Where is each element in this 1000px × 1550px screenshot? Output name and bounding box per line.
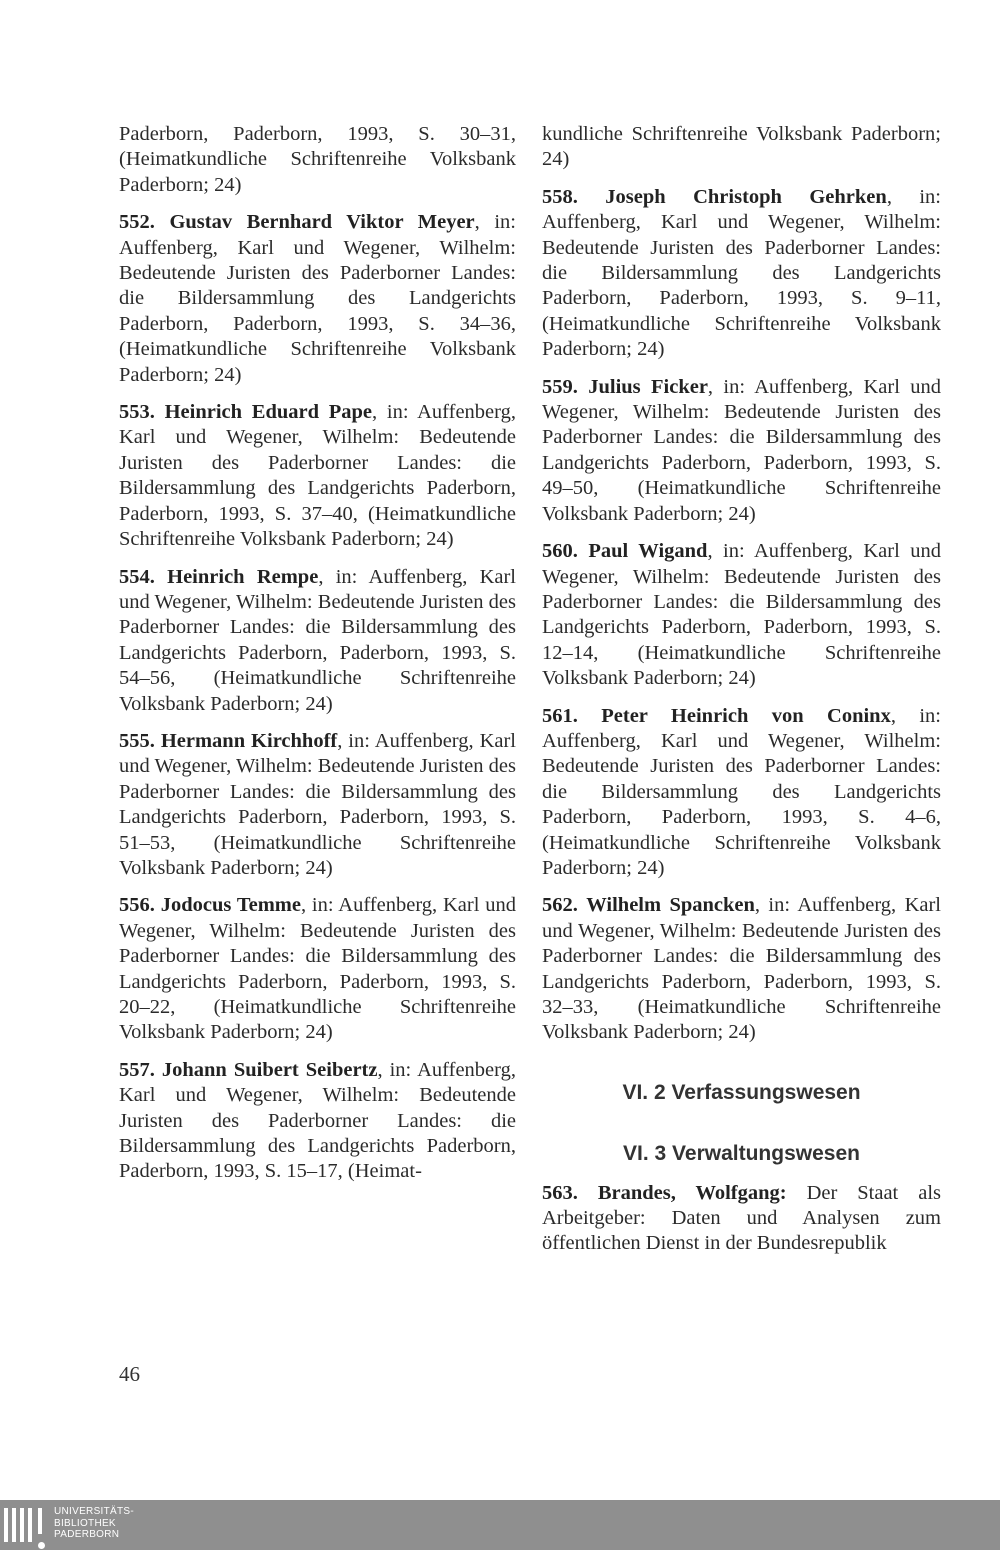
- entry-number: 557.: [119, 1058, 155, 1081]
- bibliography-entry-561: [542, 704, 941, 882]
- entry-text: , in: Auffenberg, Karl und Wegener, Wilhelm: Bedeutende Juristen des Paderborner Landes: die Bildersammlung des Landgerichts Paderborn, Paderborn, 1993, S. 51–53, (Heimatkundliche Schriftenreihe Volksbank Paderborn; 24): [119, 729, 517, 879]
- entry-name: Johann Suibert Seibertz: [161, 1058, 378, 1081]
- section-heading-verwaltungswesen: VI. 3 Verwaltungswesen: [623, 1142, 860, 1166]
- entry-name: Gustav Bernhard Viktor Meyer: [169, 211, 475, 234]
- footer-bar: [0, 1500, 1000, 1550]
- bibliography-entry-557: [119, 1058, 516, 1185]
- bibliography-entry-559: [542, 375, 941, 527]
- continuation-text: kundliche Schriftenreihe Volksbank Paderborn; 24): [542, 123, 941, 171]
- bibliography-entry-558: [542, 185, 941, 363]
- bibliography-entry-555: [119, 729, 516, 881]
- entry-text: , in: Auffenberg, Karl und Wegener, Wilhelm: Bedeutende Juristen des Paderborner Landes: die Bildersammlung des Landgerichts Paderborn, Paderborn, 1993, S. 54–56, (Heimatkundliche Schriftenreihe Volksbank Paderborn; 24): [119, 565, 516, 715]
- left-column: [119, 122, 516, 1197]
- entry-name: Brandes, Wolfgang:: [597, 1181, 787, 1204]
- entry-name: Jodocus Temme: [160, 894, 301, 917]
- entry-number: 563.: [542, 1181, 578, 1204]
- bibliography-entry-556: [119, 893, 516, 1045]
- entry-number: 562.: [542, 894, 578, 917]
- logo-text: [54, 1506, 134, 1541]
- continuation-text: Paderborn, Paderborn, 1993, S. 30–31, (Heimatkundliche Schriftenreihe Volksbank Paderborn; 24): [119, 123, 516, 196]
- entry-number: 552.: [119, 211, 155, 234]
- entry-text: , in: Auffenberg, Karl und Wegener, Wilhelm: Bedeutende Juristen des Paderborner Landes: die Bildersammlung des Landgerichts Paderborn, Paderborn, 1993, S. 49–50, (Heimatkundliche Schriftenreihe Volksbank Paderborn; 24): [542, 375, 941, 525]
- entry-text: , in: Auffenberg, Karl und Wegener, Wilhelm: Bedeutende Juristen des Paderborner Landes: die Bildersammlung des Landgerichts Paderborn, Paderborn, 1993, S. 37–40, (Heimatkundliche Schriftenreihe Volksbank Paderborn; 24): [119, 401, 516, 551]
- entry-number: 560.: [542, 540, 578, 563]
- library-logo: [4, 1504, 154, 1546]
- entry-text: , in: Auffenberg, Karl und Wegener, Wilhelm: Bedeutende Juristen des Paderborner Landes: die Bildersammlung des Landgerichts Paderborn, Paderborn, 1993, S. 9–11, (Heimatkundliche Schriftenreihe Volksbank Paderborn; 24): [542, 185, 941, 361]
- entry-number: 553.: [119, 401, 155, 424]
- entry-name: Joseph Christoph Gehrken: [605, 185, 887, 208]
- right-column: [542, 122, 941, 1269]
- bibliography-entry-554: [119, 565, 516, 717]
- entry-number: 561.: [542, 704, 578, 727]
- entry-text: Der Staat als Arbeitgeber: Daten und Analysen zum öffentlichen Dienst in der Bundesrepublik: [542, 1181, 941, 1255]
- entry-number: 556.: [119, 894, 155, 917]
- entry-text: , in: Auffenberg, Karl und Wegener, Wilhelm: Bedeutende Juristen des Paderborner Landes: die Bildersammlung des Landgerichts Paderborn, Paderborn, 1993, S. 20–22, (Heimatkundliche Schriftenreihe Volksbank Paderborn; 24): [119, 894, 516, 1044]
- entry-name: Heinrich Rempe: [167, 565, 319, 588]
- entry-number: 554.: [119, 565, 155, 588]
- entry-text: , in: Auffenberg, Karl und Wegener, Wilhelm: Bedeutende Juristen des Paderborner Landes: die Bildersammlung des Landgerichts Paderborn, Paderborn, 1993, S. 34–36, (Heimatkundliche Schriftenreihe Volksbank Paderborn; 24): [119, 211, 516, 386]
- entry-number: 559.: [542, 375, 578, 398]
- bibliography-entry-563: [542, 1181, 941, 1257]
- logo-line-1: UNIVERSITÄTS-: [54, 1506, 135, 1517]
- entry-number: 558.: [542, 185, 578, 208]
- entry-text: , in: Auffenberg, Karl und Wegener, Wilhelm: Bedeutende Juristen des Paderborner Landes: die Bildersammlung des Landgerichts Paderborn, Paderborn, 1993, S. 12–14, (Heimatkundliche Schriftenreihe Volksbank Paderborn; 24): [542, 540, 941, 690]
- entry-text: , in: Auffenberg, Karl und Wegener, Wilhelm: Bedeutende Juristen des Paderborner Landes: die Bildersammlung des Landgerichts Paderborn, Paderborn, 1993, S. 15–17, (Heimat-: [119, 1058, 516, 1183]
- entry-name: Heinrich Eduard Pape: [164, 401, 373, 424]
- bibliography-entry-553: [119, 400, 516, 552]
- section-heading-verfassungswesen: VI. 2 Verfassungswesen: [622, 1080, 861, 1104]
- entry-name: Wilhelm Spancken: [586, 894, 755, 917]
- bibliography-entry-562: [542, 893, 941, 1045]
- entry-name: Julius Ficker: [588, 375, 708, 398]
- bibliography-entry-560: [542, 539, 941, 691]
- entry-text: , in: Auffenberg, Karl und Wegener, Wilhelm: Bedeutende Juristen des Paderborner Landes: die Bildersammlung des Landgerichts Paderborn, Paderborn, 1993, S. 32–33, (Heimatkundliche Schriftenreihe Volksbank Paderborn; 24): [542, 894, 941, 1044]
- logo-line-3: PADERBORN: [54, 1529, 120, 1540]
- entry-name: Paul Wigand: [588, 540, 708, 563]
- page-number: 46: [119, 1362, 140, 1386]
- entry-text: , in: Auffenberg, Karl und Wegener, Wilhelm: Bedeutende Juristen des Paderborner Landes: die Bildersammlung des Landgerichts Paderborn, Paderborn, 1993, S. 4–6, (Heimatkundliche Schriftenreihe Volksbank Paderborn; 24): [542, 704, 941, 879]
- entry-name: Peter Heinrich von Coninx: [601, 704, 891, 727]
- entry-name: Hermann Kirchhoff: [160, 729, 338, 752]
- entry-number: 555.: [119, 729, 155, 752]
- logo-line-2: BIBLIOTHEK: [54, 1517, 116, 1529]
- bibliography-entry-552: [119, 210, 516, 388]
